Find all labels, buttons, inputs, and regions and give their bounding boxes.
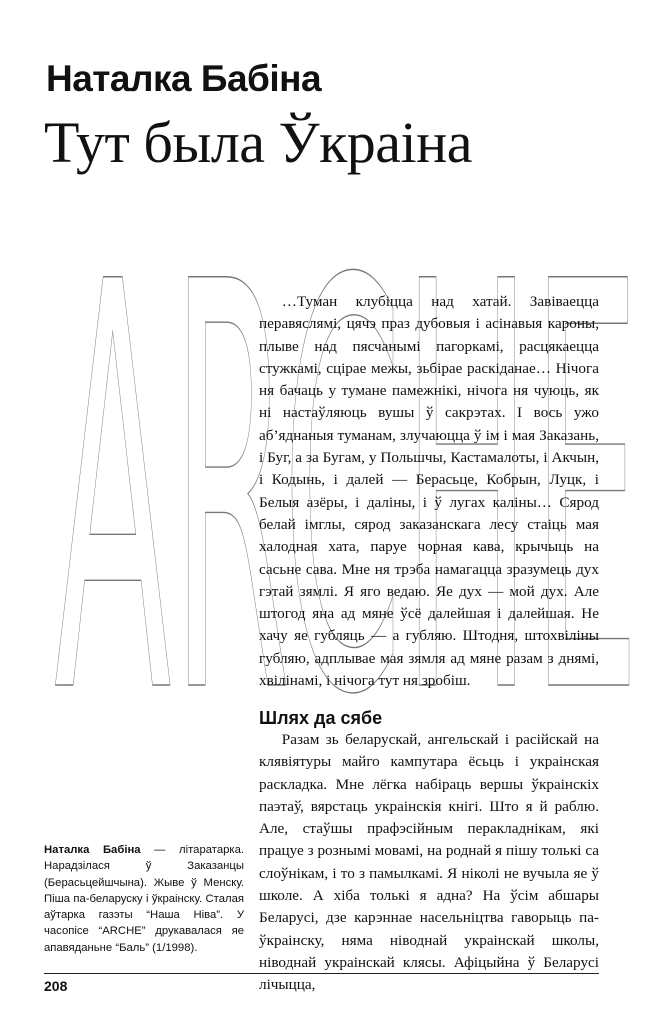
intro-text — [259, 291, 599, 692]
watermark-text: ARCHE — [54, 166, 640, 818]
author-bio — [44, 842, 244, 956]
intro-paragraph: …Туман клубіцца над хатай. Завіваецца перавяслямі, цячэ праз дубовыя і асінавыя кароны, плыве над пясчанымі пагоркамі, расцякаецца стужкамі, сцірае межы, зьбірае раскіданае… Нічога ня бачаць у тумане памежнікі, нічога ня чуюць, як ні настаўляюць вушы ў сакрэтах. І вось ужо аб’яднаныя туманам, злучаюцца ў ім і мая Заказань, і Буг, а за Бугам, у Польшчы, Кастамалоты, і Акчын, і Кодынь, і далей — Берасьце, Кобрын, Луцк, і Белыя азёры, і даліны, і ў лугах каліны… Сярод белай імглы, сярод заказанскага лесу стаіць мая халодная хата, паруе чорная кава, крычыць на сасьне сава. Мне ня трэба намагацца зразумець дух гэтай зямлі. Я яго ведаю. Яе дух — мой дух. Але штогод яна ад мяне ўсё далейшая і далейшая. Не хачу яе губляць — а губляю. Штодня, штохвіліны губляю, адплывае мая зямля ад мяне разам з днямі, хвілінамі, і нічога тут ня зробіш. — [259, 293, 599, 690]
author-name: Наталка Бабіна — [46, 58, 322, 99]
footer-rule — [44, 973, 599, 974]
section-text — [259, 729, 599, 994]
page-number: 208 — [44, 978, 68, 994]
bio-text: — літаратарка. Нарадзілася ў Заказанцы (Берасьцейшчына). Жыве ў Менску. Піша па-беларуску і ўкраінску. Сталая аўтарка газэты “Наша Ніва”. У часопісе “ARCHE” друкавалася яе апавяданьне “Баль” (1/1998). — [44, 844, 244, 954]
section-paragraph: Разам зь беларускай, ангельскай і расійскай на клявіятуры майго кампутара ёсьць і украінская раскладка. Мне лёгка набіраць вершы ўкраінскіх паэтаў, вярстаць украінскія кнігі. Што я й раблю. Але, стаўшы прафэсійным перакладнікам, які працуе з рознымі мовамі, на роднай я пішу толькі са слоўнікам, і то з памылкамі. Я ніколі не вучыла яе ў школе. А хіба толькі я адна? На ўсім абшары Беларусі, дзе карэннае насельніцтва гаворыць па-ўкраінску, няма ніводнай украінскай школы, ніводнай украінскай клясы. Афіцыйна ў Беларусі лічыцца, — [259, 731, 599, 994]
section-heading: Шлях да сябе — [259, 708, 383, 728]
article-title: Тут была Ўкраіна — [44, 110, 472, 175]
bio-name: Наталка Бабіна — [44, 844, 141, 856]
